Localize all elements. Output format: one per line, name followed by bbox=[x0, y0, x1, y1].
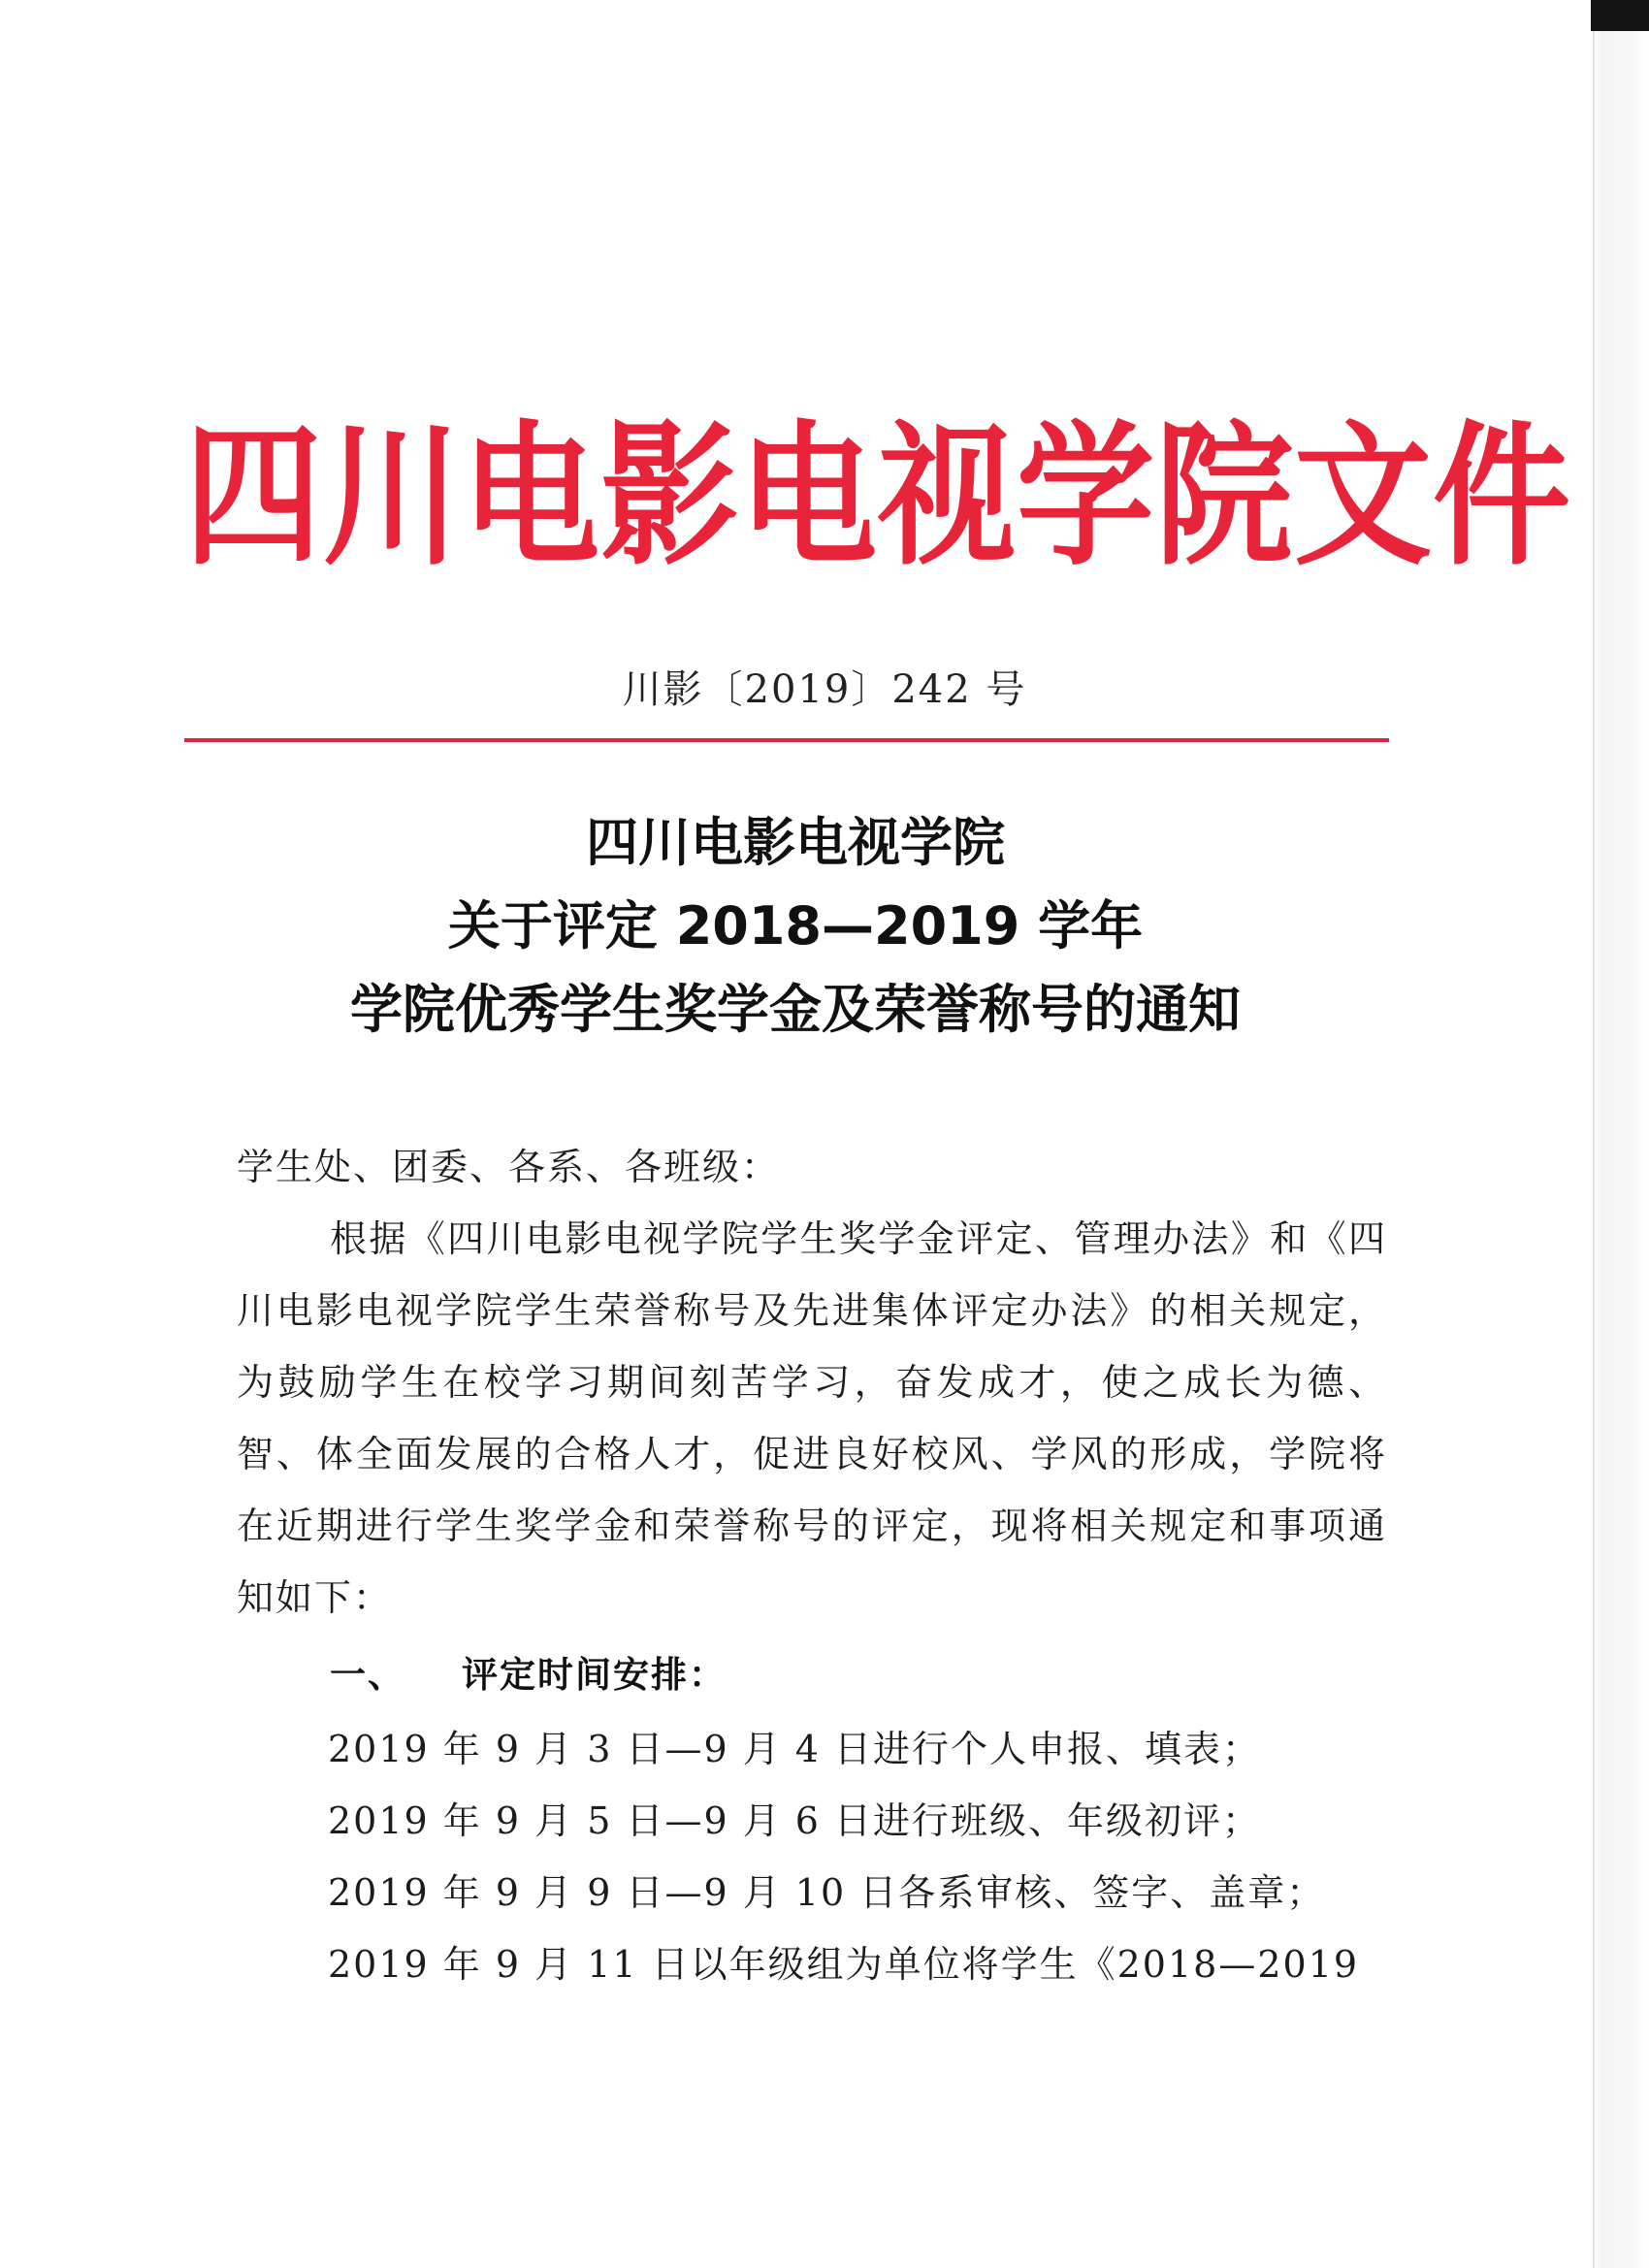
scan-edge-shadow bbox=[1593, 0, 1649, 2268]
schedule-list bbox=[328, 1713, 1395, 2000]
notice-title-line-1: 四川电影电视学院 bbox=[586, 812, 1005, 873]
document-number: 川影〔2019〕242 号 bbox=[622, 667, 1027, 712]
schedule-item: 2019 年 9 月 11 日以年级组为单位将学生《2018—2019 bbox=[328, 1943, 1360, 1986]
notice-title-line-3: 学院优秀学生奖学金及荣誉称号的通知 bbox=[350, 979, 1241, 1040]
intro-paragraph: 根据《四川电影电视学院学生奖学金评定、管理办法》和《四川电影电视学院学生荣誉称号及先进集体评定办法》的相关规定，为鼓励学生在校学习期间刻苦学习，奋发成才，使之成长为德、智、体全面发展的合格人才，促进良好校风、学风的形成，学院将在近期进行学生奖学金和荣誉称号的评定，现将相关规定和事项通知如下： bbox=[237, 1217, 1387, 1619]
addressee: 学生处、团委、各系、各班级： bbox=[237, 1146, 781, 1188]
schedule-item: 2019 年 9 月 3 日—9 月 4 日进行个人申报、填表； bbox=[328, 1728, 1262, 1770]
document-header-title: 四川电影电视学院文件 bbox=[184, 407, 1571, 587]
section-1-heading bbox=[330, 1639, 727, 1711]
notice-title bbox=[175, 801, 1416, 1052]
schedule-item: 2019 年 9 月 5 日—9 月 6 日进行班级、年级初评； bbox=[328, 1799, 1262, 1842]
section-1-title: 评定时间安排： bbox=[462, 1654, 727, 1696]
red-divider-rule bbox=[184, 738, 1389, 742]
scan-corner-mark bbox=[1591, 0, 1649, 31]
schedule-item: 2019 年 9 月 9 日—9 月 10 日各系审核、签字、盖章； bbox=[328, 1871, 1326, 1914]
scan-edge-line bbox=[1593, 0, 1595, 2268]
section-1-number: 一、 bbox=[330, 1654, 405, 1696]
notice-title-line-2: 关于评定 2018—2019 学年 bbox=[447, 895, 1144, 956]
